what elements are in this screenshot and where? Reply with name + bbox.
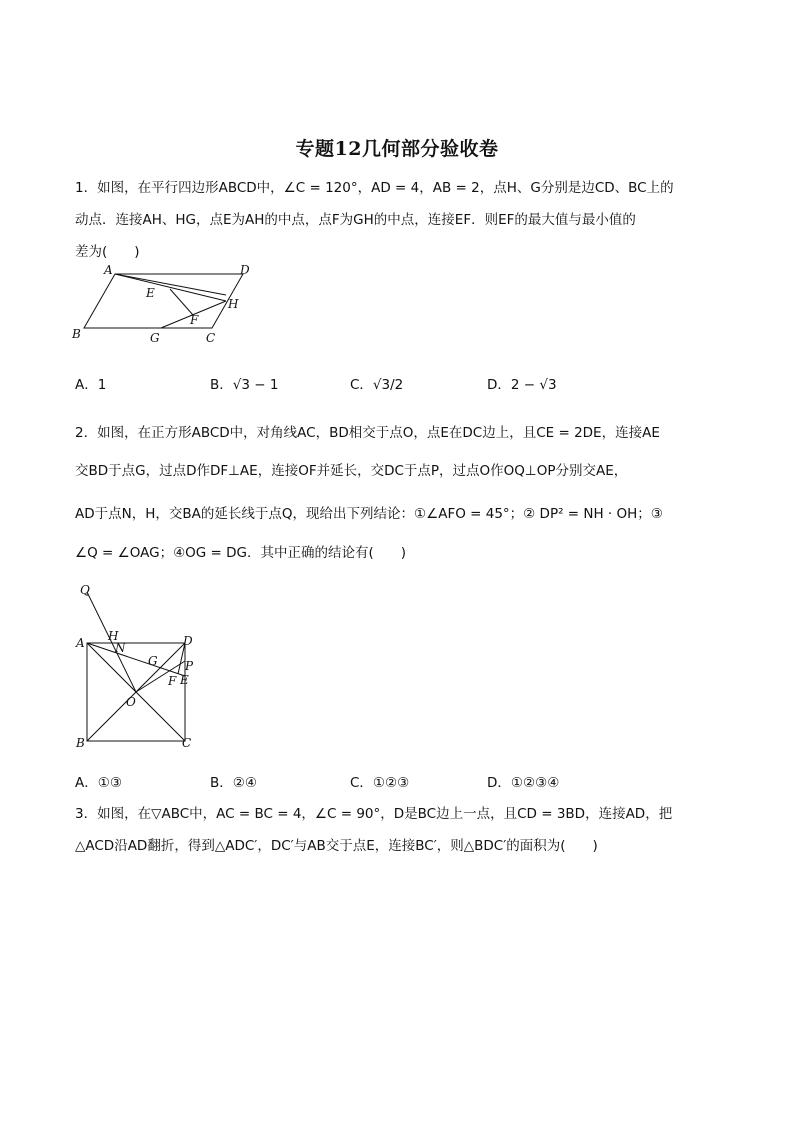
q1-label-h: H xyxy=(228,297,239,311)
q3-line-1: 3．如图，在▽ABC中，AC = BC = 4，∠C = 90°，D是BC边上一点，且CD = 3BD，连接AD，把 xyxy=(75,806,673,822)
q1-label-e: E xyxy=(146,286,155,300)
q2-label-f: F xyxy=(168,674,177,688)
q3-line-2: △ACD沿AD翻折，得到△ADC′，DC′与AB交于点E，连接BC′，则△BDC′的面积为( ) xyxy=(75,838,598,854)
q1-label-g: G xyxy=(150,331,160,345)
q2-label-h: H xyxy=(108,629,119,643)
q1-segment-ef xyxy=(170,289,193,315)
page-title: 专题12几何部分验收卷 xyxy=(295,138,499,160)
q1-choice-c[interactable]: C．√3/2 xyxy=(350,377,404,393)
q2-segment-ae xyxy=(87,643,185,676)
q1-label-a: A xyxy=(104,263,113,277)
q1-label-b: B xyxy=(72,327,81,341)
q2-label-q: Q xyxy=(80,583,90,597)
q2-label-b: B xyxy=(76,736,85,750)
q2-label-o: O xyxy=(126,695,136,709)
q1-choice-d[interactable]: D．2 − √3 xyxy=(487,377,557,393)
q1-label-c: C xyxy=(206,331,216,345)
q2-line-2: 交BD于点G，过点D作DF⊥AE，连接OF并延长，交DC于点P，过点O作OQ⊥OP分别交AE， xyxy=(75,463,628,479)
q2-line-1: 2．如图，在正方形ABCD中，对角线AC，BD相交于点O，点E在DC边上，且CE = 2DE，连接AE xyxy=(75,425,660,441)
q1-parallelogram-outline xyxy=(84,274,243,328)
q2-label-n: N xyxy=(115,641,126,655)
q2-square-figure xyxy=(70,580,210,752)
q2-label-p: P xyxy=(185,659,194,673)
q1-segment-aux xyxy=(115,274,226,295)
q2-choice-a[interactable]: A．①③ xyxy=(75,775,122,791)
q2-line-4: ∠Q = ∠OAG；④OG = DG．其中正确的结论有( ) xyxy=(75,545,407,561)
q1-line-1: 1．如图，在平行四边形ABCD中，∠C = 120°，AD = 4，AB = 2，点H、G分别是边CD、BC上的 xyxy=(75,180,674,196)
q2-line-3: AD于点N，H，交BA的延长线于点Q，现给出下列结论：①∠AFO = 45°；② DP² = NH · OH；③ xyxy=(75,506,663,522)
q2-label-e: E xyxy=(180,673,189,687)
q2-segment-op xyxy=(136,661,185,692)
q2-label-a: A xyxy=(76,636,85,650)
q1-label-d: D xyxy=(240,263,250,277)
q1-line-3: 差为( ) xyxy=(75,244,140,260)
q2-label-c: C xyxy=(182,736,192,750)
q1-label-f: F xyxy=(190,313,199,327)
q1-parallelogram-figure xyxy=(66,262,266,347)
q1-line-2: 动点．连接AH、HG，点E为AH的中点，点F为GH的中点，连接EF．则EF的最大值与最小值的 xyxy=(75,212,636,228)
q2-choice-d[interactable]: D．①②③④ xyxy=(487,775,560,791)
q1-segment-ah xyxy=(115,274,226,301)
q2-choice-c[interactable]: C．①②③ xyxy=(350,775,410,791)
q2-label-g: G xyxy=(148,654,158,668)
q2-label-d: D xyxy=(183,634,193,648)
q1-choice-b[interactable]: B．√3 − 1 xyxy=(210,377,279,393)
q2-choice-b[interactable]: B．②④ xyxy=(210,775,257,791)
q1-choice-a[interactable]: A．1 xyxy=(75,377,107,393)
